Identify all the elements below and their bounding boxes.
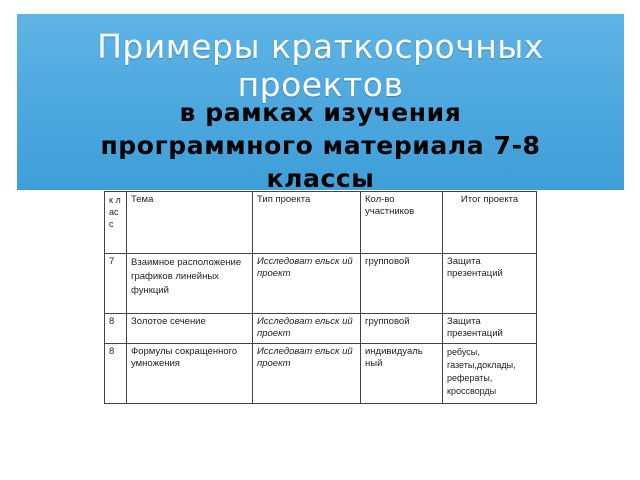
header-grade	[105, 192, 127, 254]
projects-table	[104, 191, 537, 404]
header-result: Итог проекта	[443, 192, 537, 254]
cell-count: групповой	[361, 314, 443, 344]
cell-count: индивидуаль ный	[361, 344, 443, 404]
cell-topic: Формулы сокращенного умножения	[127, 344, 253, 404]
slide-subtitle	[17, 96, 624, 195]
cell-topic: Взаимное расположение графиков линейных функций	[127, 254, 253, 314]
cell-grade: 7	[105, 254, 127, 314]
cell-type: Исследоват ельск ий проект	[253, 314, 361, 344]
header-topic: Тема	[127, 192, 253, 254]
subtitle-line-3: классы	[266, 164, 375, 193]
cell-count: групповой	[361, 254, 443, 314]
table-row	[105, 314, 537, 344]
cell-type: Исследоват ельск ий проект	[253, 254, 361, 314]
subtitle-line-2: программного материала 7-8	[100, 131, 541, 160]
table-header-row	[105, 192, 537, 254]
cell-grade: 8	[105, 344, 127, 404]
subtitle-line-1: в рамках изучения	[179, 98, 462, 127]
header-count: Кол-во участников	[361, 192, 443, 254]
cell-result: Защита презентаций	[443, 254, 537, 314]
table-row	[105, 344, 537, 404]
cell-result: ребусы, газеты,доклады, рефераты, кроссворды	[443, 344, 537, 404]
cell-result: Защита презентаций	[443, 314, 537, 344]
slide-title: Примеры краткосрочных проектов	[97, 27, 544, 104]
table-row	[105, 254, 537, 314]
header-grade-label: к л ас с	[109, 195, 121, 229]
header-type: Тип проекта	[253, 192, 361, 254]
cell-type: Исследоват ельск ий проект	[253, 344, 361, 404]
cell-grade: 8	[105, 314, 127, 344]
cell-topic: Золотое сечение	[127, 314, 253, 344]
